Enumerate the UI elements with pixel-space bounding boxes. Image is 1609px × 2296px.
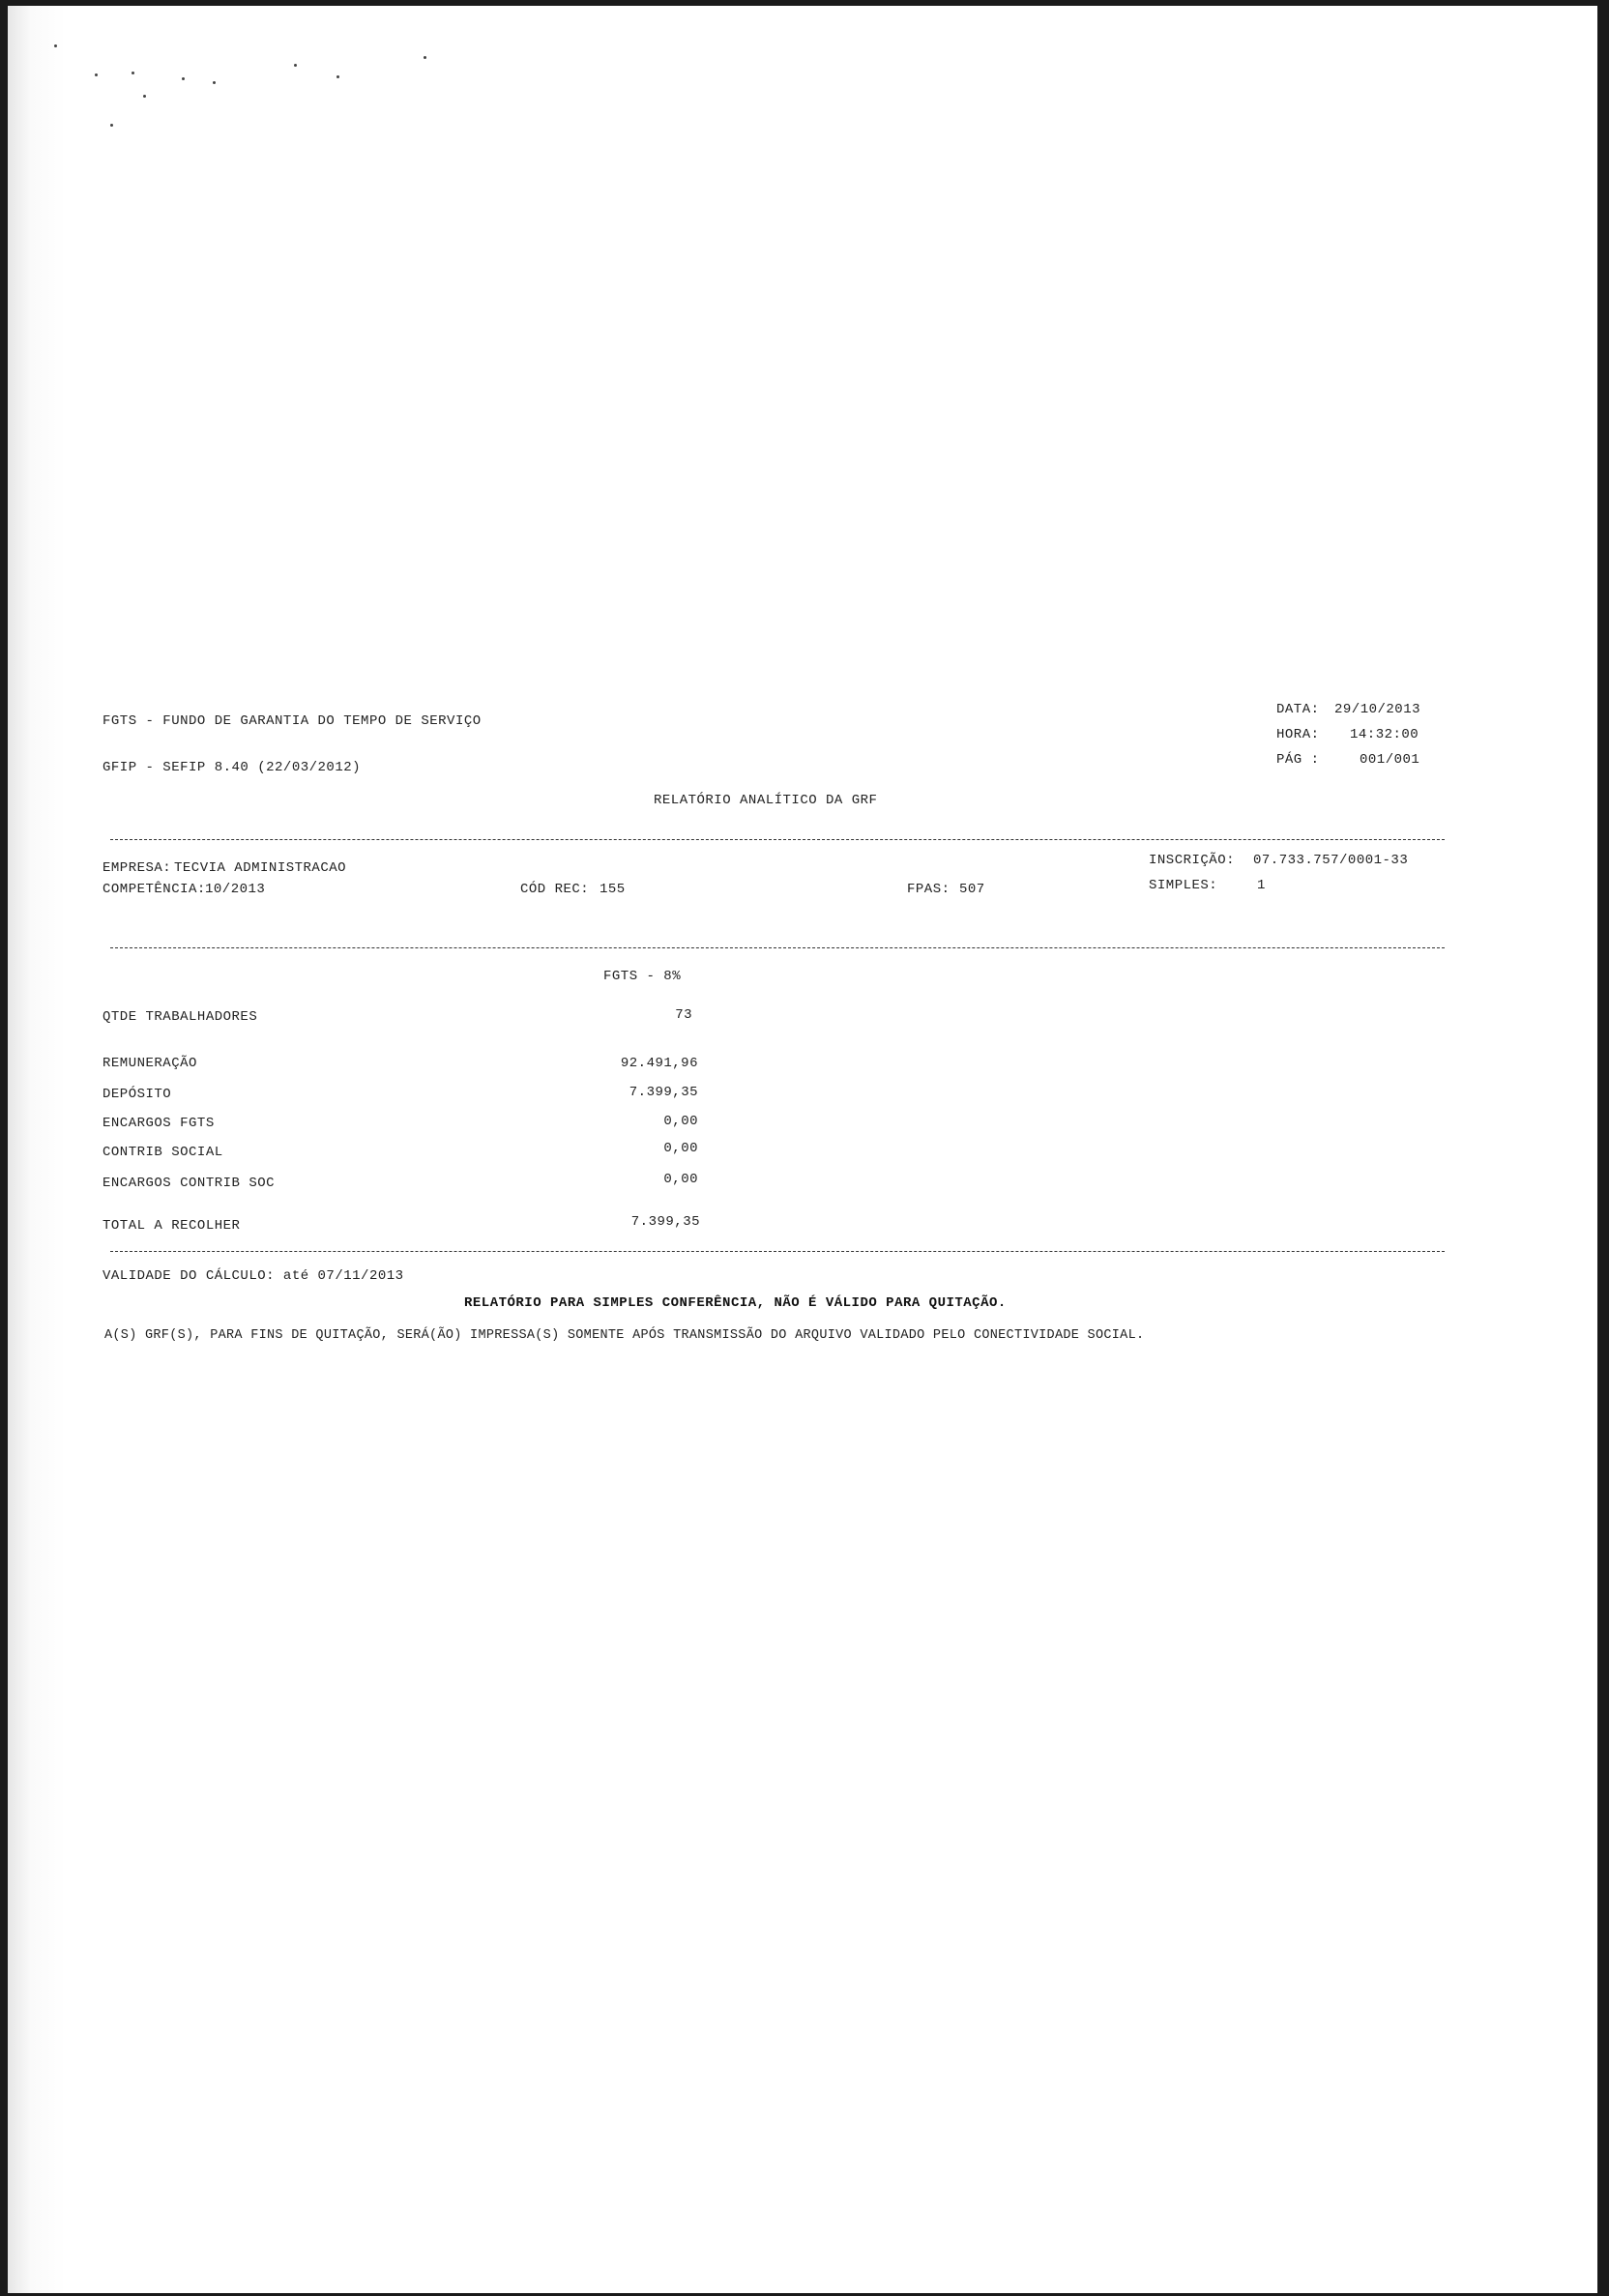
scan-speck [294, 64, 297, 67]
scan-speck [336, 75, 339, 78]
row-label-deposit: DEPÓSITO [102, 1087, 172, 1102]
scan-speck [95, 73, 98, 76]
app-version: GFIP - SEFIP 8.40 (22/03/2012) [102, 760, 362, 775]
org-title: FGTS - FUNDO DE GARANTIA DO TEMPO DE SERVIÇO [102, 713, 482, 729]
fpas-value: 507 [959, 882, 985, 897]
row-label-encargos-fgts: ENCARGOS FGTS [102, 1116, 215, 1131]
separator-line [110, 947, 1445, 948]
scan-speck [182, 77, 185, 80]
row-label-workers: QTDE TRABALHADORES [102, 1009, 258, 1025]
scan-speck [213, 81, 216, 84]
row-value-deposit: 7.399,35 [629, 1085, 698, 1100]
quitacao-note: A(S) GRF(S), PARA FINS DE QUITAÇÃO, SERÁ(ÃO) IMPRESSA(S) SOMENTE APÓS TRANSMISSÃO DO ARQUIVO VALIDADO PELO CONECTIVIDADE SOCIAL. [104, 1328, 1145, 1343]
report-title: RELATÓRIO ANALÍTICO DA GRF [654, 793, 878, 808]
scan-speck [424, 56, 426, 59]
date-label: DATA: [1276, 702, 1320, 717]
competencia-value: 10/2013 [205, 882, 266, 897]
row-value-encargos-contrib: 0,00 [663, 1172, 698, 1187]
cod-rec-value: 155 [600, 882, 626, 897]
row-value-contrib-social: 0,00 [663, 1141, 698, 1156]
row-value-workers: 73 [675, 1007, 692, 1023]
simples-label: SIMPLES: [1149, 878, 1218, 893]
inscricao-value: 07.733.757/0001-33 [1253, 853, 1409, 868]
row-value-encargos-fgts: 0,00 [663, 1114, 698, 1129]
time-value: 14:32:00 [1350, 727, 1419, 742]
page-label: PÁG : [1276, 752, 1320, 768]
row-label-contrib-social: CONTRIB SOCIAL [102, 1145, 223, 1160]
page-value: 001/001 [1360, 752, 1420, 768]
summary-column-header: FGTS - 8% [603, 969, 682, 984]
scan-speck [132, 72, 134, 74]
date-value: 29/10/2013 [1334, 702, 1421, 717]
row-label-total: TOTAL A RECOLHER [102, 1218, 241, 1234]
inscricao-label: INSCRIÇÃO: [1149, 853, 1236, 868]
time-label: HORA: [1276, 727, 1320, 742]
warning-text: RELATÓRIO PARA SIMPLES CONFERÊNCIA, NÃO É VÁLIDO PARA QUITAÇÃO. [464, 1295, 1007, 1311]
separator-line [110, 839, 1445, 840]
empresa-value: TECVIA ADMINISTRACAO [174, 860, 347, 876]
fpas-label: FPAS: [907, 882, 951, 897]
cod-rec-label: CÓD REC: [520, 882, 590, 897]
empresa-label: EMPRESA: [102, 860, 172, 876]
document-sheet [8, 6, 1597, 2293]
scan-speck [110, 124, 113, 127]
separator-line [110, 1251, 1445, 1252]
row-label-remuneration: REMUNERAÇÃO [102, 1056, 197, 1071]
simples-value: 1 [1257, 878, 1266, 893]
row-value-remuneration: 92.491,96 [620, 1056, 698, 1071]
row-value-total: 7.399,35 [630, 1214, 700, 1230]
row-label-encargos-contrib: ENCARGOS CONTRIB SOC [102, 1176, 276, 1191]
scan-speck [143, 95, 146, 98]
scan-speck [54, 44, 57, 47]
competencia-label: COMPETÊNCIA: [102, 882, 206, 897]
validity-text: VALIDADE DO CÁLCULO: até 07/11/2013 [102, 1268, 404, 1284]
